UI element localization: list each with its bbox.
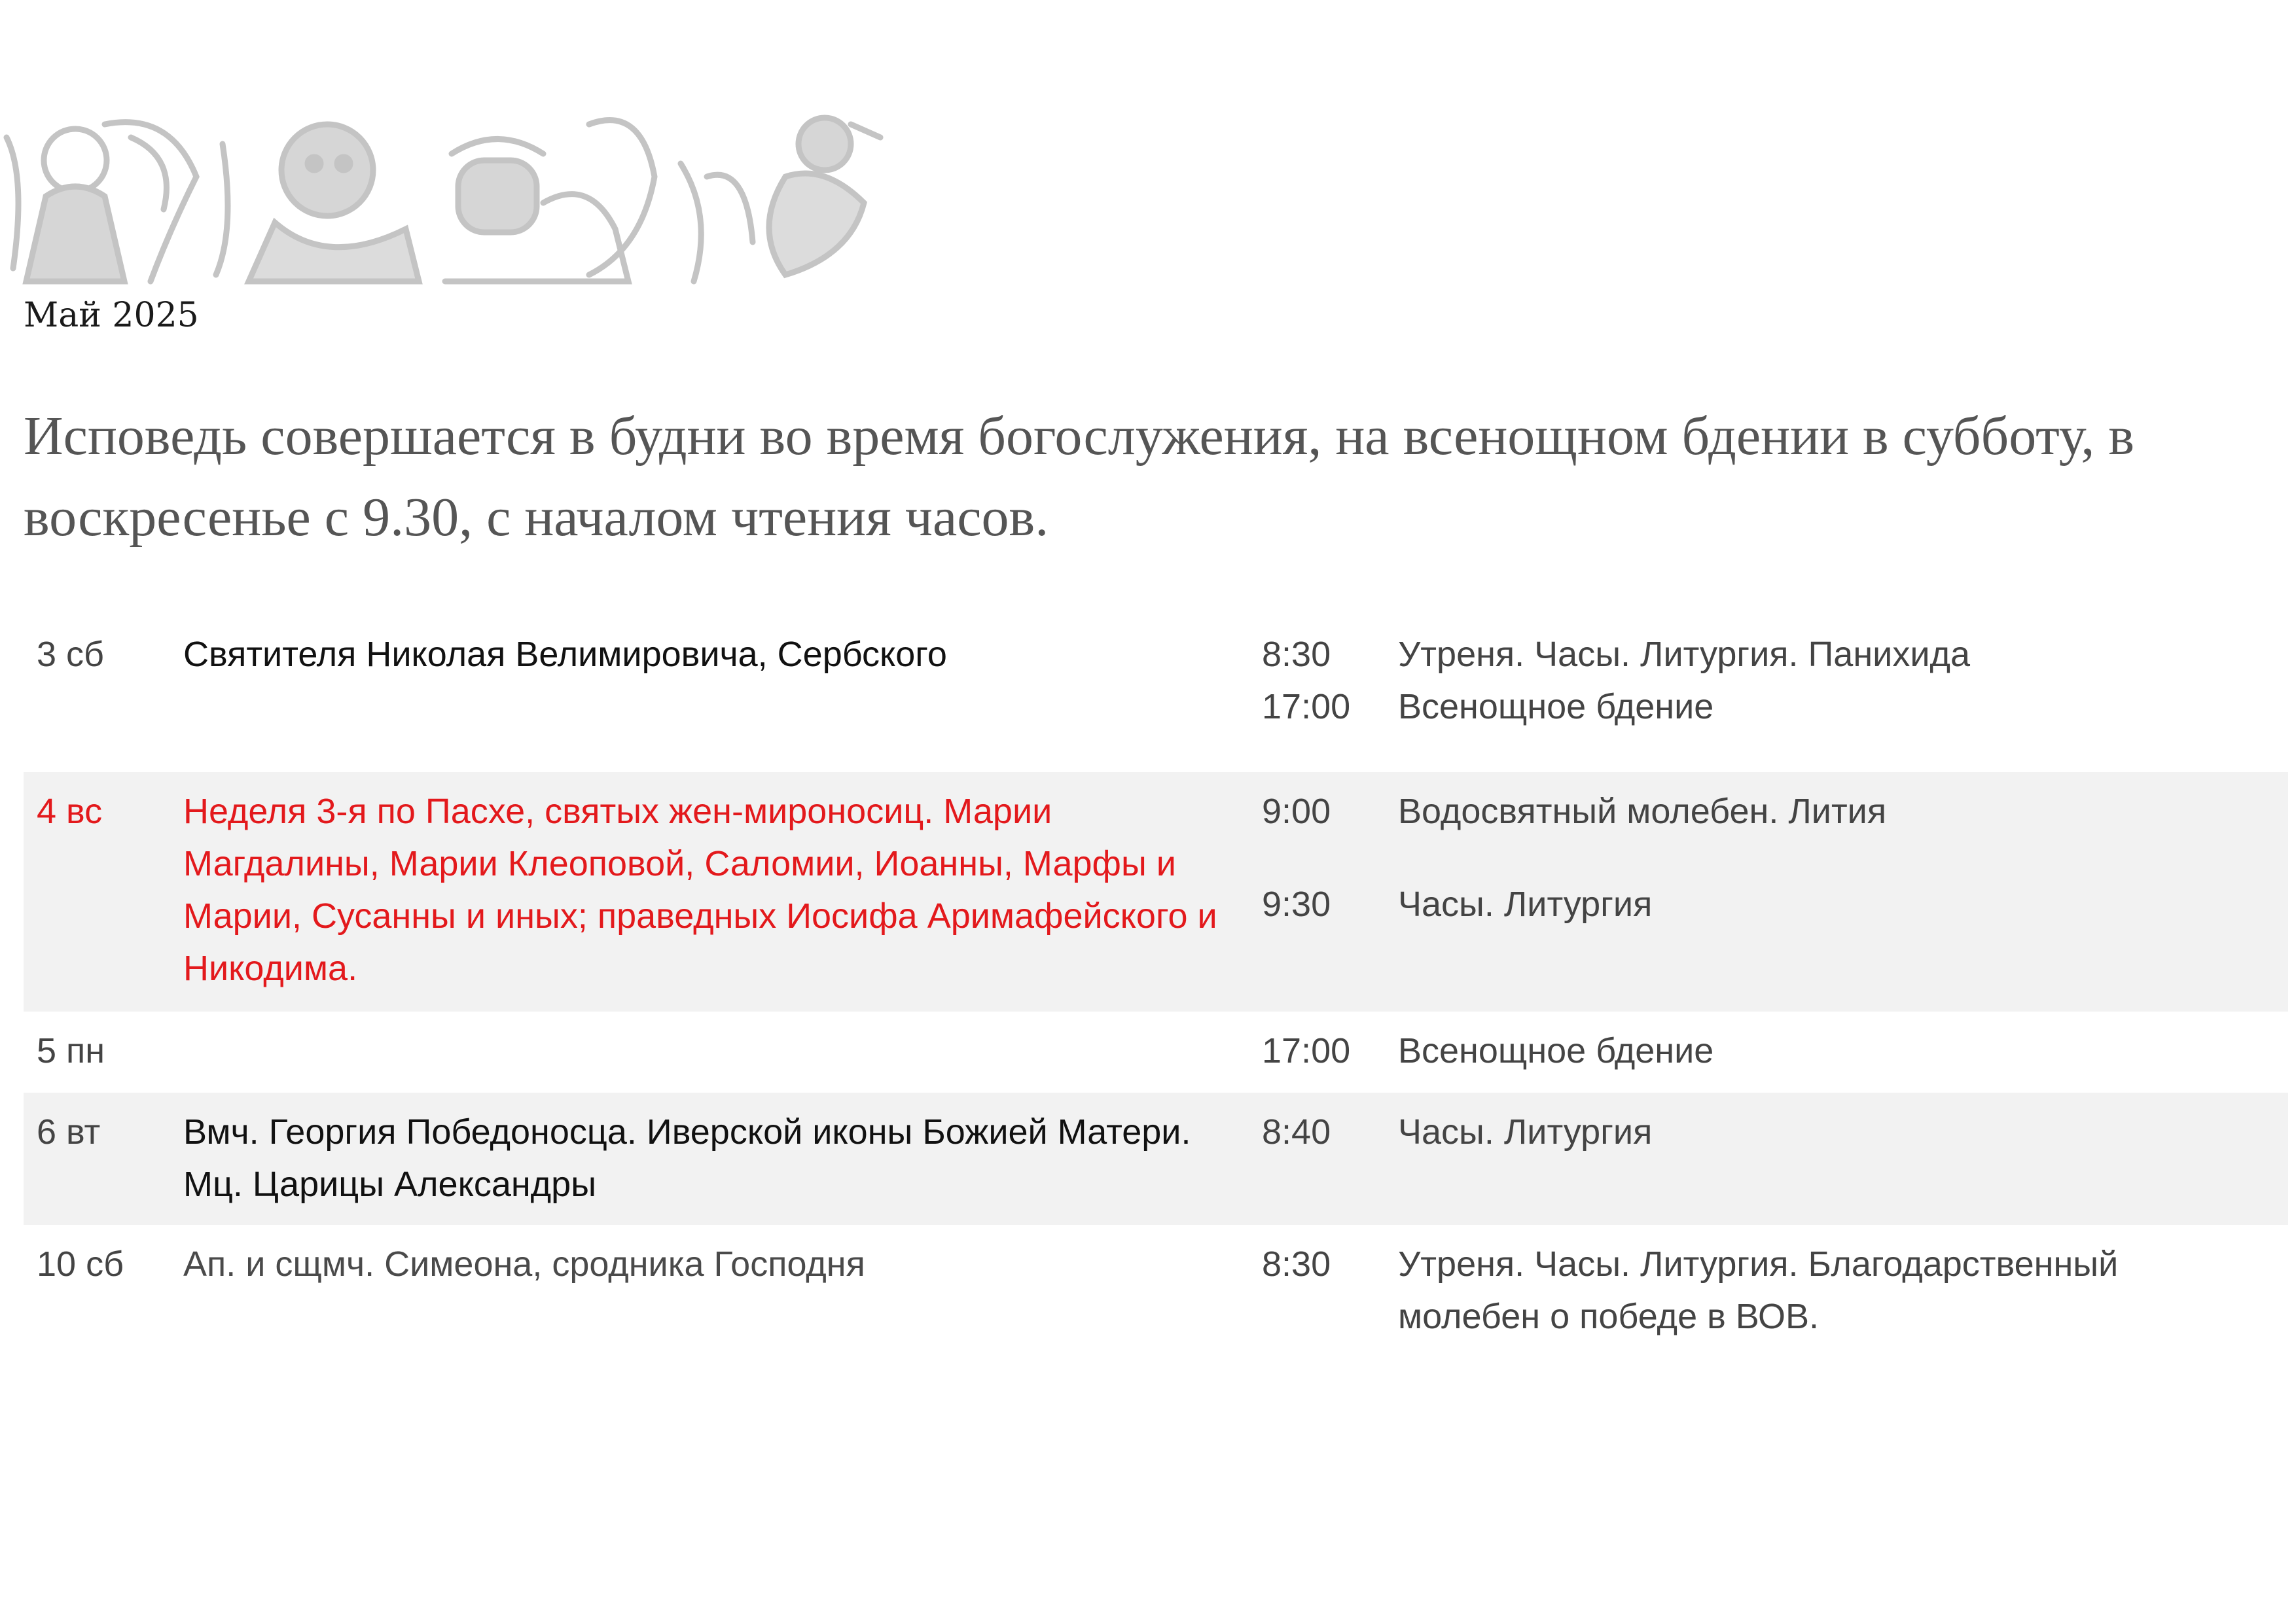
service-list: [1262, 628, 2244, 733]
saint-commemoration: Неделя 3-я по Пасхе, святых жен-мироносиц. Марии Магдалины, Марии Клеоповой, Саломии, Иоанны, Марфы и Марии, Сусанны и иных; праведных Иосифа Аримафейского и Никодима.: [183, 792, 1217, 988]
service-item: [1262, 1238, 2244, 1343]
day-label: 4 вс: [37, 792, 103, 831]
ornament-frieze-icon: [0, 98, 884, 285]
service-name: Часы. Литургия: [1398, 1112, 1653, 1152]
service-name: Всенощное бдение: [1398, 1031, 1714, 1070]
service-name: Водосвятный молебен. Лития: [1398, 792, 1887, 831]
service-item: [1262, 1106, 2244, 1158]
schedule-row: [24, 615, 2288, 772]
schedule-row: [24, 1012, 2288, 1093]
month-title: Май 2025: [24, 296, 199, 335]
service-time: 8:30: [1262, 635, 1331, 674]
confession-notice: Исповедь совершается в будни во время богослужения, на всенощном бдении в субботу, в воскресенье с 9.30, с началом чтения часов.: [24, 406, 2134, 548]
service-name: Часы. Литургия: [1398, 885, 1653, 924]
service-list: [1262, 1238, 2244, 1343]
service-item: [1262, 680, 2244, 733]
service-item: [1262, 878, 2244, 930]
service-name: Утреня. Часы. Литургия. Благодарственный молебен о победе в ВОВ.: [1398, 1244, 2119, 1336]
service-list: [1262, 1106, 2244, 1158]
saint-commemoration: Вмч. Георгия Победоносца. Иверской иконы Божией Матери. Мц. Царицы Александры: [183, 1112, 1191, 1204]
service-time: 9:30: [1262, 885, 1331, 924]
service-name: Всенощное бдение: [1398, 687, 1714, 726]
service-list: [1262, 1025, 2244, 1077]
service-name: Утреня. Часы. Литургия. Панихида: [1398, 635, 1971, 674]
day-label: 6 вт: [37, 1112, 101, 1152]
day-label: 5 пн: [37, 1031, 105, 1070]
saint-commemoration: Ап. и сщмч. Симеона, сродника Господня: [183, 1244, 865, 1284]
service-time: 17:00: [1262, 687, 1351, 726]
schedule-row: [24, 1225, 2288, 1369]
service-list: [1262, 785, 2244, 930]
service-time: 8:40: [1262, 1112, 1331, 1152]
saint-commemoration: Святителя Николая Велимировича, Сербского: [183, 635, 947, 674]
day-label: 3 сб: [37, 635, 104, 674]
service-item: [1262, 785, 2244, 838]
schedule-row: [24, 1093, 2288, 1225]
service-time: 8:30: [1262, 1244, 1331, 1284]
service-item: [1262, 628, 2244, 680]
schedule-row: [24, 772, 2288, 1012]
service-time: 9:00: [1262, 792, 1331, 831]
schedule-table: [24, 615, 2288, 1369]
service-time: 17:00: [1262, 1031, 1351, 1070]
service-item: [1262, 1025, 2244, 1077]
day-label: 10 сб: [37, 1244, 124, 1284]
